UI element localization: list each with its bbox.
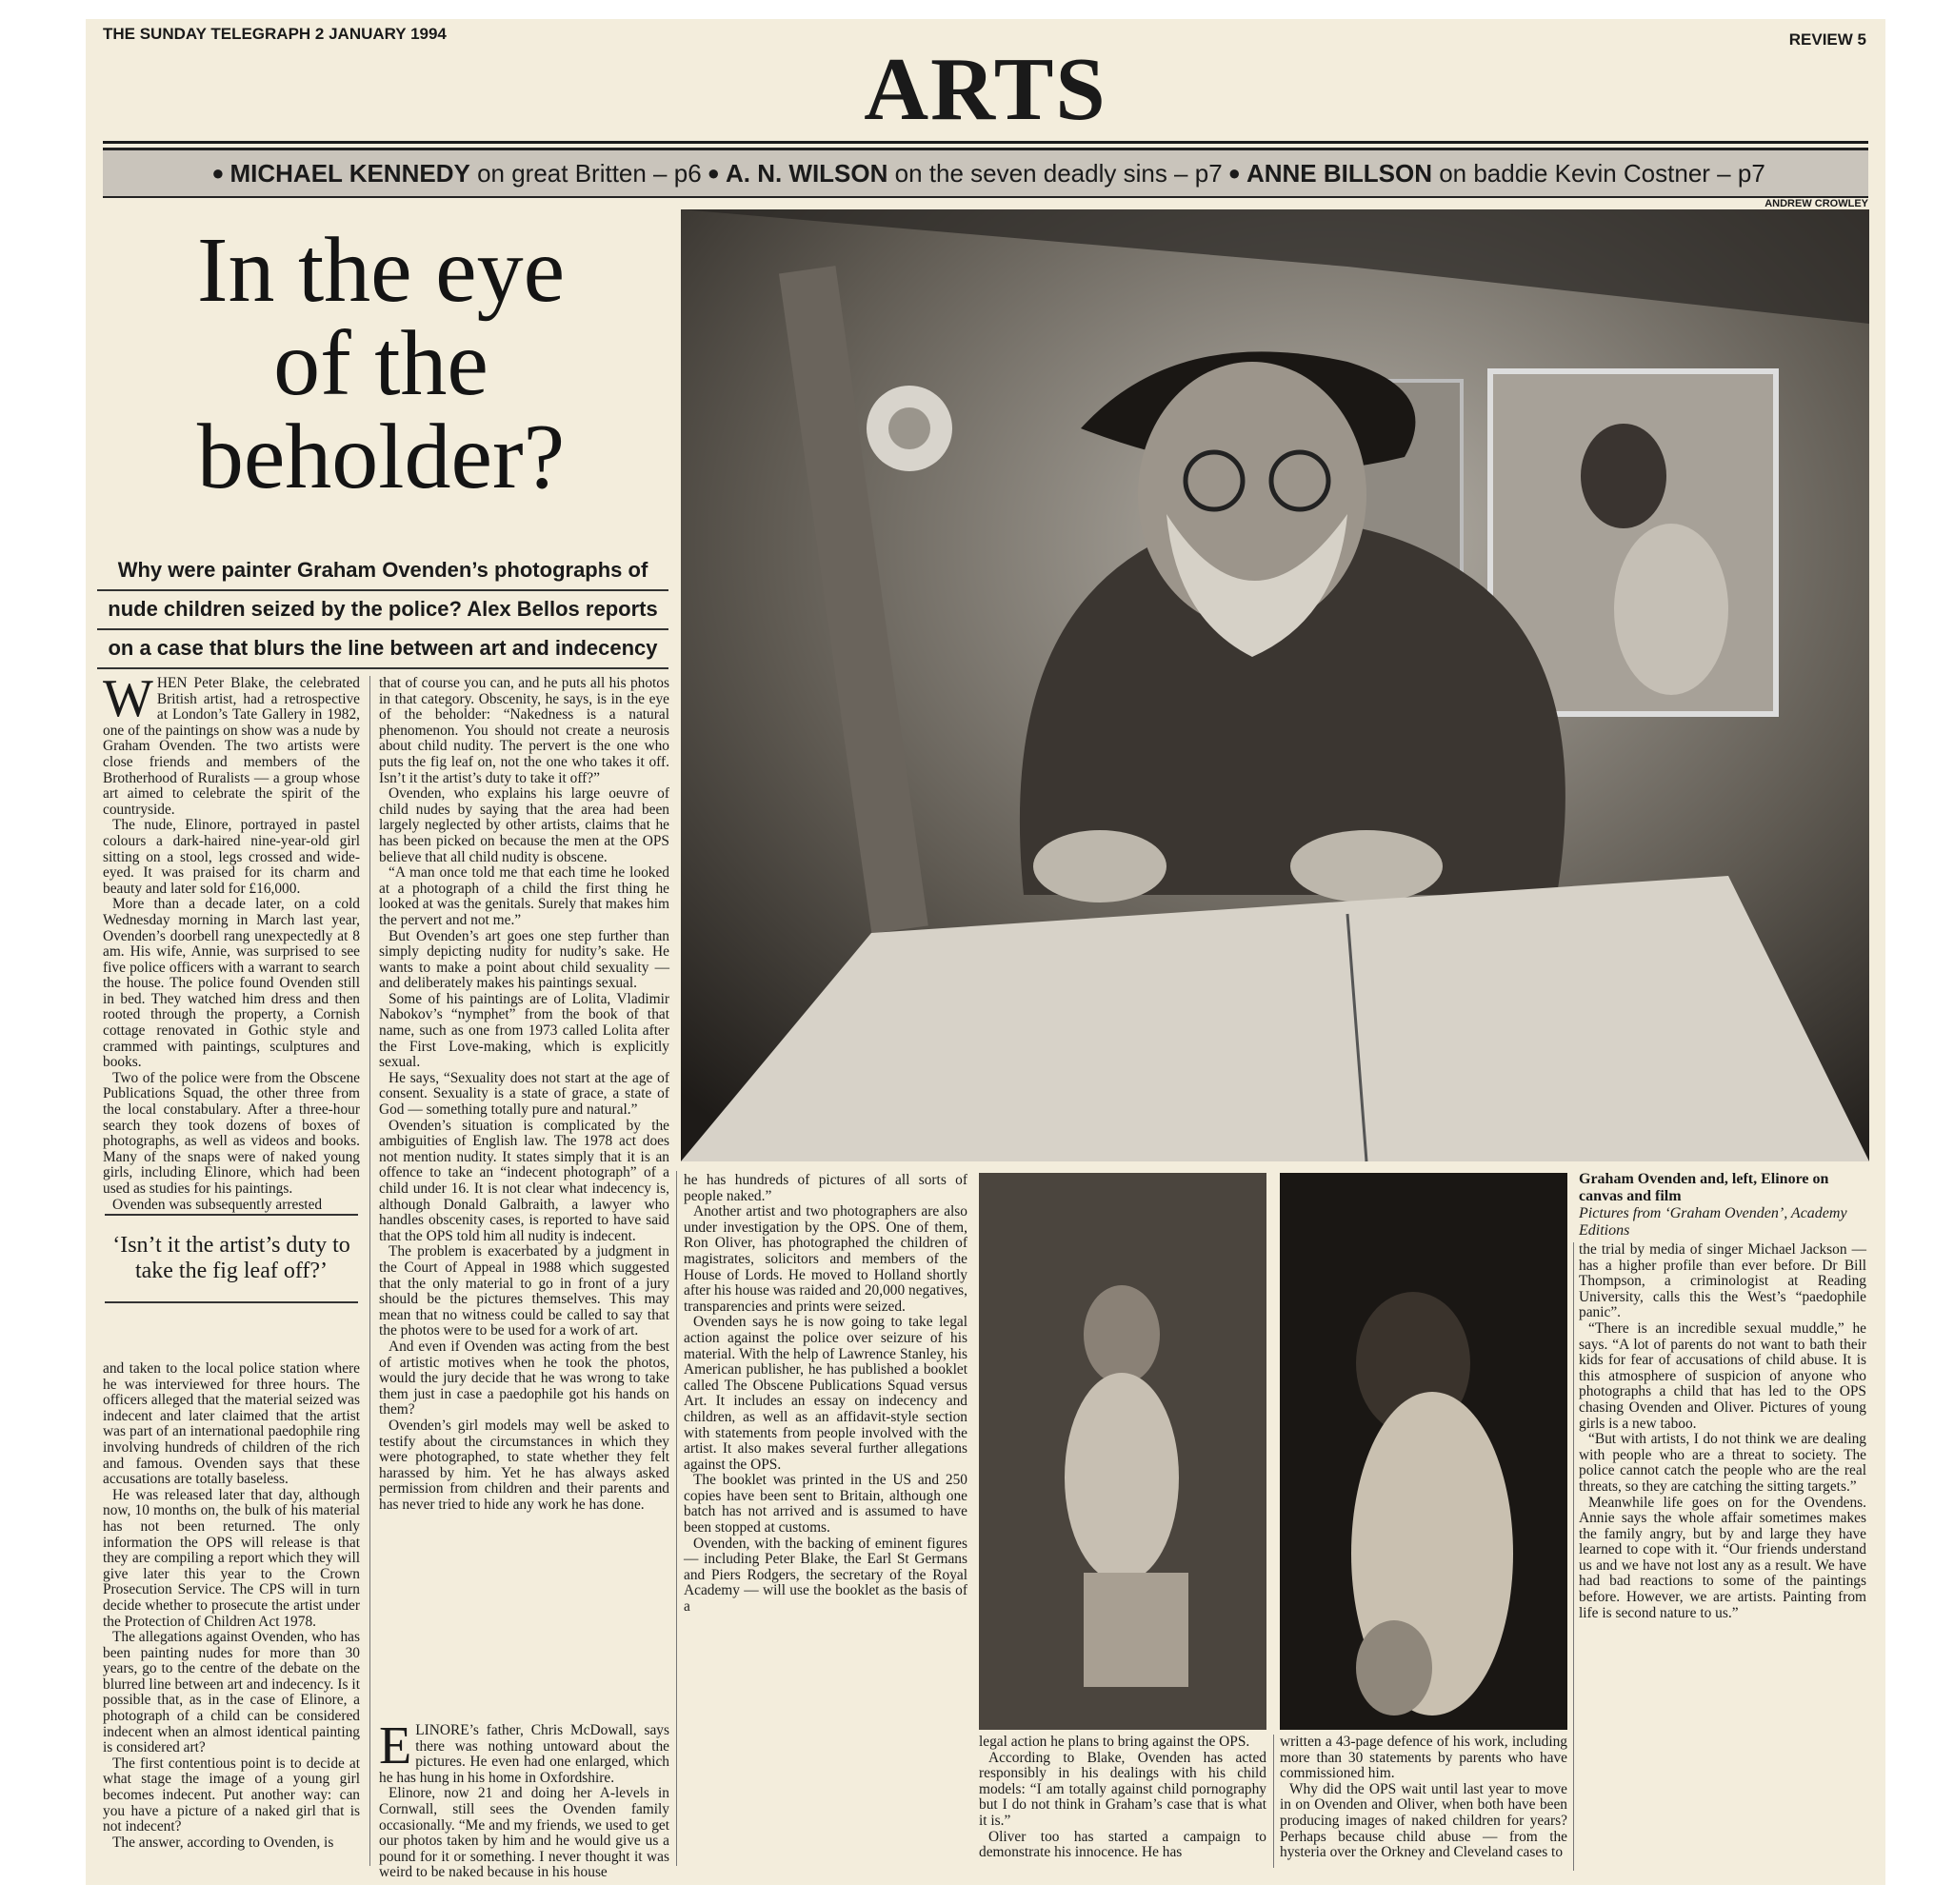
elinore-painting-photo — [979, 1173, 1266, 1730]
article-paragraph: Why did the OPS wait until last year to move in on Ovenden and Oliver, when both have been producing images of naked children for years? Perhaps because child abuse — from the hysteria over the Orkney and Cleveland cases to — [1280, 1780, 1567, 1861]
article-paragraph: Another artist and two photographers are also under investigation by the OPS. One of them, Ron Oliver, has photographed the children of magistrates, solicitors and members of the House of Lords. He moved to Holland shortly after his house was raided and 20,000 negatives, transparencies and prints were seized. — [684, 1203, 967, 1315]
standfirst — [97, 552, 668, 669]
photo-artist-in-studio — [681, 209, 1869, 1161]
article-column-5 — [1280, 1735, 1567, 1877]
article-paragraph: The first contentious point is to decide at what stage the image of a young girl becomes indecent. Put another way: can you have a picture of a naked girl that is not indecent? — [103, 1755, 360, 1835]
caption-title: Graham Ovenden and, left, Elinore on canvas and film — [1579, 1171, 1829, 1204]
headline-line-3: beholder? — [196, 406, 566, 508]
teaser-name-3: ANNE BILLSON — [1246, 158, 1432, 188]
teaser-text-3: on baddie Kevin Costner – p7 — [1439, 158, 1765, 188]
photo-credit: ANDREW CROWLEY — [1765, 198, 1868, 209]
column-rule — [1273, 1735, 1274, 1868]
column-rule — [1573, 1242, 1574, 1871]
article-paragraph: The allegations against Ovenden, who has been painting nudes for more than 30 years, go to the centre of the debate on the blurred line between art and indecency. Is it possible that, as in the case of Elinore, a photograph of a child can be considered indecent when an almost identical painting is considered art? — [103, 1629, 360, 1756]
caption-source: Pictures from ‘Graham Ovenden’, Academy Editions — [1579, 1205, 1847, 1239]
article-paragraph: and taken to the local police station where he was interviewed for three hours. The officers alleged that the material seized was indecent and later claimed that the artist was part of an international paedophile ring involving hundreds of children of the rich and famous. Ovenden says that these accusations are totally baseless. — [103, 1360, 360, 1488]
teaser-name-2: A. N. WILSON — [725, 158, 888, 188]
article-paragraph: WHEN Peter Blake, the celebrated British artist, had a retrospective at London’s Tate Gallery in 1982, one of the paintings on show was a nude by Graham Ovenden. The two artists were close friends and members of the Brotherhood of Ruralists — a group whose art aimed to celebrate the spirit of the countryside. — [103, 669, 360, 818]
masthead-date: THE SUNDAY TELEGRAPH 2 JANUARY 1994 — [103, 25, 447, 43]
photograph-image — [1280, 1173, 1567, 1730]
article-paragraph: Ovenden was subsequently arrested — [112, 1196, 323, 1213]
article-paragraph: Ovenden’s girl models may well be asked to testify about the circumstances in which they were photographed, to state whether they felt harassed by him. Yet he has always asked permission from children and their parents and has never tried to hide any work he has done. — [379, 1417, 669, 1513]
standfirst-line-2: nude children seized by the police? Alex Bellos reports — [97, 591, 668, 630]
article-paragraph: According to Blake, Ovenden has acted responsibly in his dealings with his child models: “I am totally against child pornography but I do not think in Graham’s case that is what it is.” — [979, 1749, 1266, 1829]
article-paragraph: ELINORE’s father, Chris McDowall, says there was nothing untoward about the pictures. He even had one enlarged, which he has hung in his home in Oxfordshire. — [379, 1716, 669, 1786]
teaser-name-1: MICHAEL KENNEDY — [229, 158, 470, 188]
painting-image — [979, 1173, 1266, 1730]
article-column-2 — [379, 676, 669, 1718]
headline — [105, 219, 657, 508]
article-column-1b — [103, 1361, 360, 1875]
article-paragraph: Meanwhile life goes on for the Ovendens. Annie says the whole affair sometimes makes the family angry, but by and large they have learned to cope with it. “Our friends understand us and we have not lost any as a result. We have had bad reactions to some of the paintings before. However, we are artists. Painting from life is second nature to us.” — [1579, 1494, 1866, 1621]
bullet-dot-icon: ● — [707, 161, 720, 185]
byline: Alex Bellos — [467, 597, 580, 621]
article-column-3 — [684, 1173, 967, 1877]
article-paragraph: Ovenden, who explains his large oeuvre of child nudes by saying that the area had been largely neglected by other artists, claims that he has been picked on because the men at the OPS believe that all child nudity is obscene. — [379, 785, 669, 865]
article-column-4 — [979, 1735, 1266, 1877]
main-photo — [681, 209, 1869, 1161]
column-rule — [369, 676, 370, 1866]
newspaper-page — [86, 19, 1885, 1885]
article-column-6 — [1579, 1242, 1866, 1878]
pull-quote: ‘Isn’t it the artist’s duty to take the fig leaf off?’ — [112, 1233, 350, 1283]
standfirst-line-3: on a case that blurs the line between art and indecency — [97, 630, 668, 669]
bullet-dot-icon: ● — [1227, 161, 1241, 185]
article-paragraph: The answer, according to Ovenden, is — [112, 1834, 334, 1851]
article-paragraph: Two of the police were from the Obscene Publications Squad, the other three from the local constabulary. After a three-hour search they took dozens of boxes of photographs, as well as videos and books. Many of the snaps were of naked young girls, including Elinore, which had been used as studies for his paintings. — [103, 1069, 360, 1197]
article-paragraph: legal action he plans to bring against the OPS. — [979, 1734, 1250, 1750]
article-paragraph: the trial by media of singer Michael Jackson — has a higher profile than ever before. Dr Bill Thompson, a criminologist at Reading University, calls this the West’s “paedophile panic”. — [1579, 1241, 1866, 1321]
article-column-2b — [379, 1716, 669, 1881]
article-paragraph: The nude, Elinore, portrayed in pastel colours a dark-haired nine-year-old girl sitting on a stool, legs crossed and wide-eyed. It was praised for its charm and beauty and later sold for £16,000. — [103, 817, 360, 897]
photo-caption — [1579, 1171, 1864, 1240]
article-column-1 — [103, 669, 360, 1213]
page-number: REVIEW 5 — [1788, 30, 1866, 49]
headline-line-2: of the — [273, 312, 488, 415]
elinore-film-photo — [1280, 1173, 1567, 1730]
article-paragraph: “A man once told me that each time he looked at a photograph of a child the first thing he looked at was the genitals. Surely that makes him the pervert and not me.” — [379, 864, 669, 928]
teaser-text-1: on great Britten – p6 — [477, 158, 702, 188]
article-paragraph: Ovenden, with the backing of eminent figures — including Peter Blake, the Earl St Germans and Piers Rodgers, the secretary of the Royal Academy — will use the booklet as the basis of a — [684, 1535, 967, 1616]
article-paragraph: Oliver too has started a campaign to demonstrate his innocence. He has — [979, 1828, 1266, 1861]
drop-cap: W — [103, 669, 153, 728]
section-title: ARTS — [864, 40, 1107, 139]
article-paragraph: The booklet was printed in the US and 250 copies have been sent to Britain, although one batch has not arrived and is assumed to have been stopped at customs. — [684, 1472, 967, 1537]
teaser-text-2: on the seven deadly sins – p7 — [894, 158, 1223, 188]
article-paragraph: More than a decade later, on a cold Wednesday morning in March last year, Ovenden’s doorbell rang unexpectedly at 8 am. His wife, Annie, was surprised to see five police officers with a warrant to search the house. The police found Ovenden still in bed. They watched him dress and then rooted through the property, a Cornish cottage renovated in Gothic style and crammed with paintings, sculptures and books. — [103, 896, 360, 1071]
teaser-band — [103, 148, 1868, 198]
article-paragraph: Elinore, now 21 and doing her A-levels in Cornwall, still sees the Ovenden family occasionally. “Me and my friends, we used to get our photos taken by him and he would give us a pound for it or something. I never thought it was weird to be naked because in his house — [379, 1785, 669, 1881]
article-paragraph: “But with artists, I do not think we are dealing with people who are a threat to society. The police cannot catch the people who are the real threats, so they are catching the sitting targets.” — [1579, 1431, 1866, 1495]
article-paragraph: that of course you can, and he puts all his photos in that category. Obscenity, he says, is in the eye of the beholder: “Nakedness is a natural phenomenon. You should not create a neurosis about child nudity. The pervert is the one who puts the fig leaf on, not the one who takes it off. Isn’t it the artist’s duty to take it off?” — [379, 675, 669, 786]
pull-quote-box — [105, 1214, 358, 1303]
bullet-dot-icon: ● — [211, 161, 225, 185]
article-paragraph: Some of his paintings are of Lolita, Vladimir Nabokov’s “nymphet” from the book of that name, such as one from 1973 called Lolita after the First Love-making, which is explicitly sexual. — [379, 990, 669, 1071]
article-paragraph: “There is an incredible sexual muddle,” he says. “A lot of parents do not want to bath their kids for fear of accusations of child abuse. It is this atmosphere of suspicion of anyone who photographs a child that has led to the OPS chasing Ovenden and Oliver. Pictures of young girls is a new taboo. — [1579, 1319, 1866, 1432]
headline-line-1: In the eye — [196, 219, 566, 322]
article-paragraph: Ovenden says he is now going to take legal action against the police over seizure of his material. With the help of Lawrence Stanley, his American publisher, he has published a booklet called The Obscene Publications Squad versus Art. It includes an essay on indecency and children, as well as an affidavit-style section with statements from people involved with the artist. It also makes several further allegations against the OPS. — [684, 1314, 967, 1473]
article-paragraph: But Ovenden’s art goes one step further than simply depicting nudity for nudity’s sake. He wants to make a point about child sexuality — and deliberately makes his paintings sexual. — [379, 927, 669, 992]
article-paragraph: he has hundreds of pictures of all sorts of people naked.” — [684, 1172, 967, 1204]
divider — [103, 141, 1868, 144]
article-paragraph: written a 43-page defence of his work, including more than 30 statements by parents who have commissioned him. — [1280, 1734, 1567, 1782]
article-paragraph: And even if Ovenden was acting from the best of artistic motives when he took the photos, would the jury decide that he was wrong to take them just in case a paedophile got his hands on them? — [379, 1338, 669, 1418]
drop-cap: E — [379, 1716, 412, 1775]
article-paragraph: Ovenden’s situation is complicated by the ambiguities of English law. The 1978 act does not mention nudity. It states simply that it is an offence to take an “indecent photograph” of a child under 16. It is not clear what indecency is, although Donald Galbraith, a lawyer who handles obscenity cases, is reported to have said that the OPS told him all nudity is indecent. — [379, 1117, 669, 1244]
article-paragraph: He was released later that day, although now, 10 months on, the bulk of his material has not been returned. The only information the OPS will release is that they are compiling a report which they will give later this year to the Crown Prosecution Service. The CPS will in turn decide whether to prosecute the artist under the Protection of Children Act 1978. — [103, 1486, 360, 1630]
standfirst-line-1: Why were painter Graham Ovenden’s photographs of — [97, 552, 668, 591]
article-paragraph: He says, “Sexuality does not start at the age of consent. Sexuality is a state of grace, a state of God — something totally pure and natural.” — [379, 1069, 669, 1119]
column-rule — [676, 1171, 677, 1866]
article-paragraph: The problem is exacerbated by a judgment in the Court of Appeal in 1988 which suggested that the only material to go in front of a jury should be the pictures themselves. This may mean that no witness could be called to say that the photos were to be used for a work of art. — [379, 1243, 669, 1339]
